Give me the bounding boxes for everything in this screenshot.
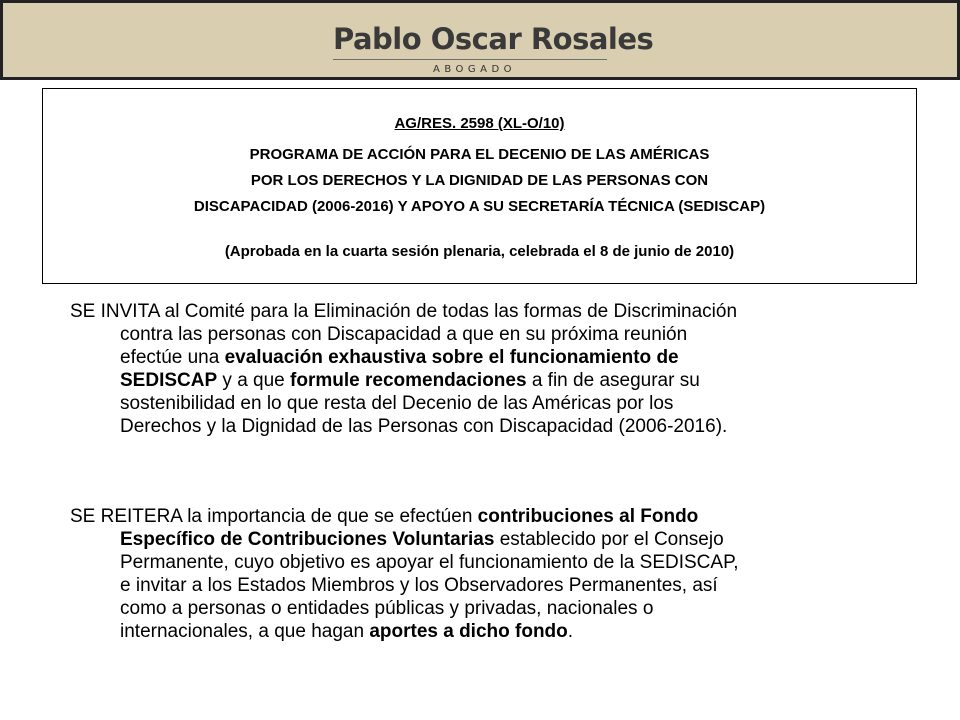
text-run: establecido por el Consejo bbox=[494, 529, 724, 550]
paragraph-reitera bbox=[70, 505, 900, 643]
text-run: . bbox=[567, 621, 574, 642]
text-run: SE REITERA la importancia de que se efectúen bbox=[70, 506, 478, 527]
resolution-title-line: POR LOS DERECHOS Y LA DIGNIDAD DE LAS PERSONAS CON bbox=[250, 172, 709, 189]
text-run: y a que bbox=[217, 370, 291, 391]
bold-text-run: SEDISCAP bbox=[120, 370, 218, 391]
paragraph-line bbox=[70, 528, 900, 551]
resolution-title-line: PROGRAMA DE ACCIÓN PARA EL DECENIO DE LAS AMÉRICAS bbox=[249, 146, 710, 163]
paragraph-line: contra las personas con Discapacidad a que en su próxima reunión bbox=[120, 324, 688, 345]
bold-text-run: aportes a dicho fondo bbox=[369, 621, 568, 642]
bold-text-run: formule recomendaciones bbox=[290, 370, 527, 391]
paragraph-line bbox=[70, 505, 900, 528]
brand-rule bbox=[333, 59, 607, 60]
brand-subtitle: ABOGADO bbox=[433, 64, 517, 75]
paragraph-line: Derechos y la Dignidad de las Personas con Discapacidad (2006-2016). bbox=[120, 416, 728, 437]
paragraph-line bbox=[70, 620, 900, 643]
paragraph-invita bbox=[70, 300, 900, 438]
resolution-box bbox=[42, 88, 917, 284]
paragraph-line: como a personas o entidades públicas y privadas, nacionales o bbox=[120, 598, 654, 619]
paragraph-line: SE INVITA al Comité para la Eliminación de todas las formas de Discriminación bbox=[70, 301, 738, 322]
resolution-title bbox=[23, 142, 936, 220]
text-run: a fin de asegurar su bbox=[526, 370, 700, 391]
text-run: efectúe una bbox=[120, 347, 225, 368]
paragraph-line bbox=[70, 369, 900, 392]
text-run: internacionales, a que hagan bbox=[120, 621, 370, 642]
paragraph-line: sostenibilidad en lo que resta del Decenio de las Américas por los bbox=[120, 393, 674, 414]
resolution-code: AG/RES. 2598 (XL-O/10) bbox=[394, 115, 565, 132]
brand-logo bbox=[333, 21, 654, 77]
paragraph-line bbox=[70, 346, 900, 369]
bold-text-run: Específico de Contribuciones Voluntarias bbox=[120, 529, 495, 550]
resolution-title-line: DISCAPACIDAD (2006-2016) Y APOYO A SU SECRETARÍA TÉCNICA (SEDISCAP) bbox=[193, 198, 766, 215]
header-band bbox=[0, 0, 960, 80]
paragraph-line: Permanente, cuyo objetivo es apoyar el funcionamiento de la SEDISCAP, bbox=[120, 552, 739, 573]
brand-name: Pablo Oscar Rosales bbox=[333, 22, 654, 56]
resolution-approval-note: (Aprobada en la cuarta sesión plenaria, celebrada el 8 de junio de 2010) bbox=[224, 243, 735, 260]
bold-text-run: contribuciones al Fondo bbox=[477, 506, 699, 527]
bold-text-run: evaluación exhaustiva sobre el funcionamiento de bbox=[224, 347, 679, 368]
paragraph-line: e invitar a los Estados Miembros y los Observadores Permanentes, así bbox=[120, 575, 718, 596]
